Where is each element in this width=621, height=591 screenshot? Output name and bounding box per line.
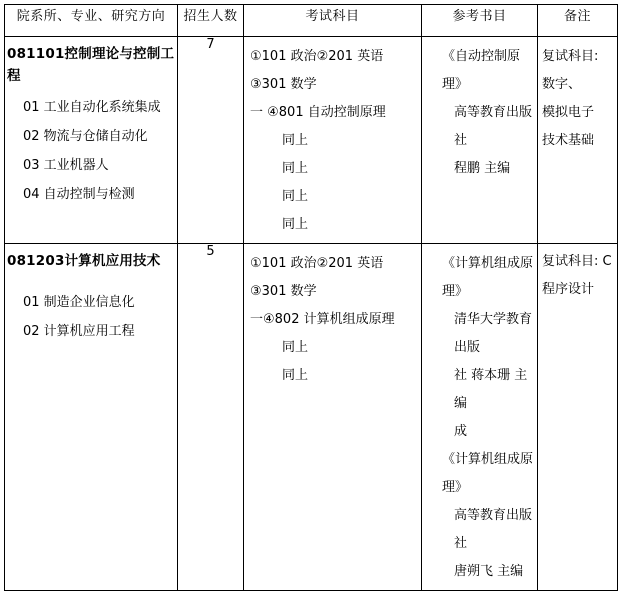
column-header-remarks: 备注 <box>538 5 618 37</box>
program-cell <box>5 244 178 591</box>
reference-list <box>422 37 537 187</box>
reference-line: 程鹏 主编 <box>454 161 511 176</box>
subject-line: 同上 <box>282 368 309 383</box>
reference-line: 社 蒋本珊 主编 <box>454 368 528 411</box>
research-direction-list <box>5 89 177 213</box>
subject-line: ①101 政治②201 英语③301 数学 <box>250 256 384 299</box>
subject-line: 同上 <box>282 217 309 232</box>
enrollment-count: 5 <box>178 244 244 591</box>
list-item: 01 制造企业信息化 <box>23 295 135 310</box>
reference-line: 《计算机组成原理》 <box>442 256 534 299</box>
remark-line: C 程序设计 <box>542 254 612 297</box>
program-cell <box>5 37 178 244</box>
reference-list <box>422 244 537 590</box>
subject-line: 同上 <box>282 133 309 148</box>
subject-line: ①101 政治②201 英语③301 数学 <box>250 49 384 92</box>
subject-line: 同上 <box>282 161 309 176</box>
references-cell <box>422 244 538 591</box>
reference-line: 高等教育出版社 <box>454 508 533 551</box>
remark-list <box>538 244 617 308</box>
research-direction-list <box>5 274 177 350</box>
subject-line: 同上 <box>282 340 309 355</box>
list-item: 01 工业自动化系统集成 <box>23 100 161 115</box>
list-item: 02 物流与仓储自动化 <box>23 129 148 144</box>
remark-line: 复试科目: <box>542 49 599 64</box>
column-header-enrollment: 招生人数 <box>178 5 244 37</box>
reference-line: 《自动控制原理》 <box>442 49 521 92</box>
reference-line: 成 <box>454 424 468 439</box>
admission-table <box>4 4 618 591</box>
subjects-cell <box>244 37 422 244</box>
subject-line: 一④802 计算机组成原理 <box>250 312 395 327</box>
column-header-program: 院系所、专业、研究方向 <box>5 5 178 37</box>
list-item: 03 工业机器人 <box>23 158 109 173</box>
table-header-row <box>5 5 618 37</box>
reference-line: 唐朔飞 主编 <box>454 564 524 579</box>
remark-line: 复试科目: <box>542 254 599 269</box>
reference-line: 清华大学教育出版 <box>454 312 533 355</box>
remarks-cell <box>538 244 618 591</box>
table-row <box>5 244 618 591</box>
subject-list <box>244 37 421 243</box>
subject-line: 一 ④801 自动控制原理 <box>250 105 386 120</box>
subject-line: 同上 <box>282 189 309 204</box>
major-title: 081203计算机应用技术 <box>7 253 161 269</box>
subjects-cell <box>244 244 422 591</box>
reference-line: 高等教育出版社 <box>454 105 533 148</box>
enrollment-count: 7 <box>178 37 244 244</box>
list-item: 04 自动控制与检测 <box>23 187 135 202</box>
remark-line: 数字、 <box>542 77 582 92</box>
major-title: 081101控制理论与控制工程 <box>7 46 175 84</box>
remark-line: 模拟电子 <box>542 105 595 120</box>
document-page <box>0 4 621 579</box>
column-header-references: 参考书目 <box>422 5 538 37</box>
list-item: 02 计算机应用工程 <box>23 324 135 339</box>
subject-list <box>244 244 421 394</box>
remarks-cell <box>538 37 618 244</box>
remark-list <box>538 37 617 159</box>
table-row <box>5 37 618 244</box>
references-cell <box>422 37 538 244</box>
reference-line: 《计算机组成原理》 <box>442 452 534 495</box>
column-header-subjects: 考试科目 <box>244 5 422 37</box>
remark-line: 技术基础 <box>542 133 595 148</box>
